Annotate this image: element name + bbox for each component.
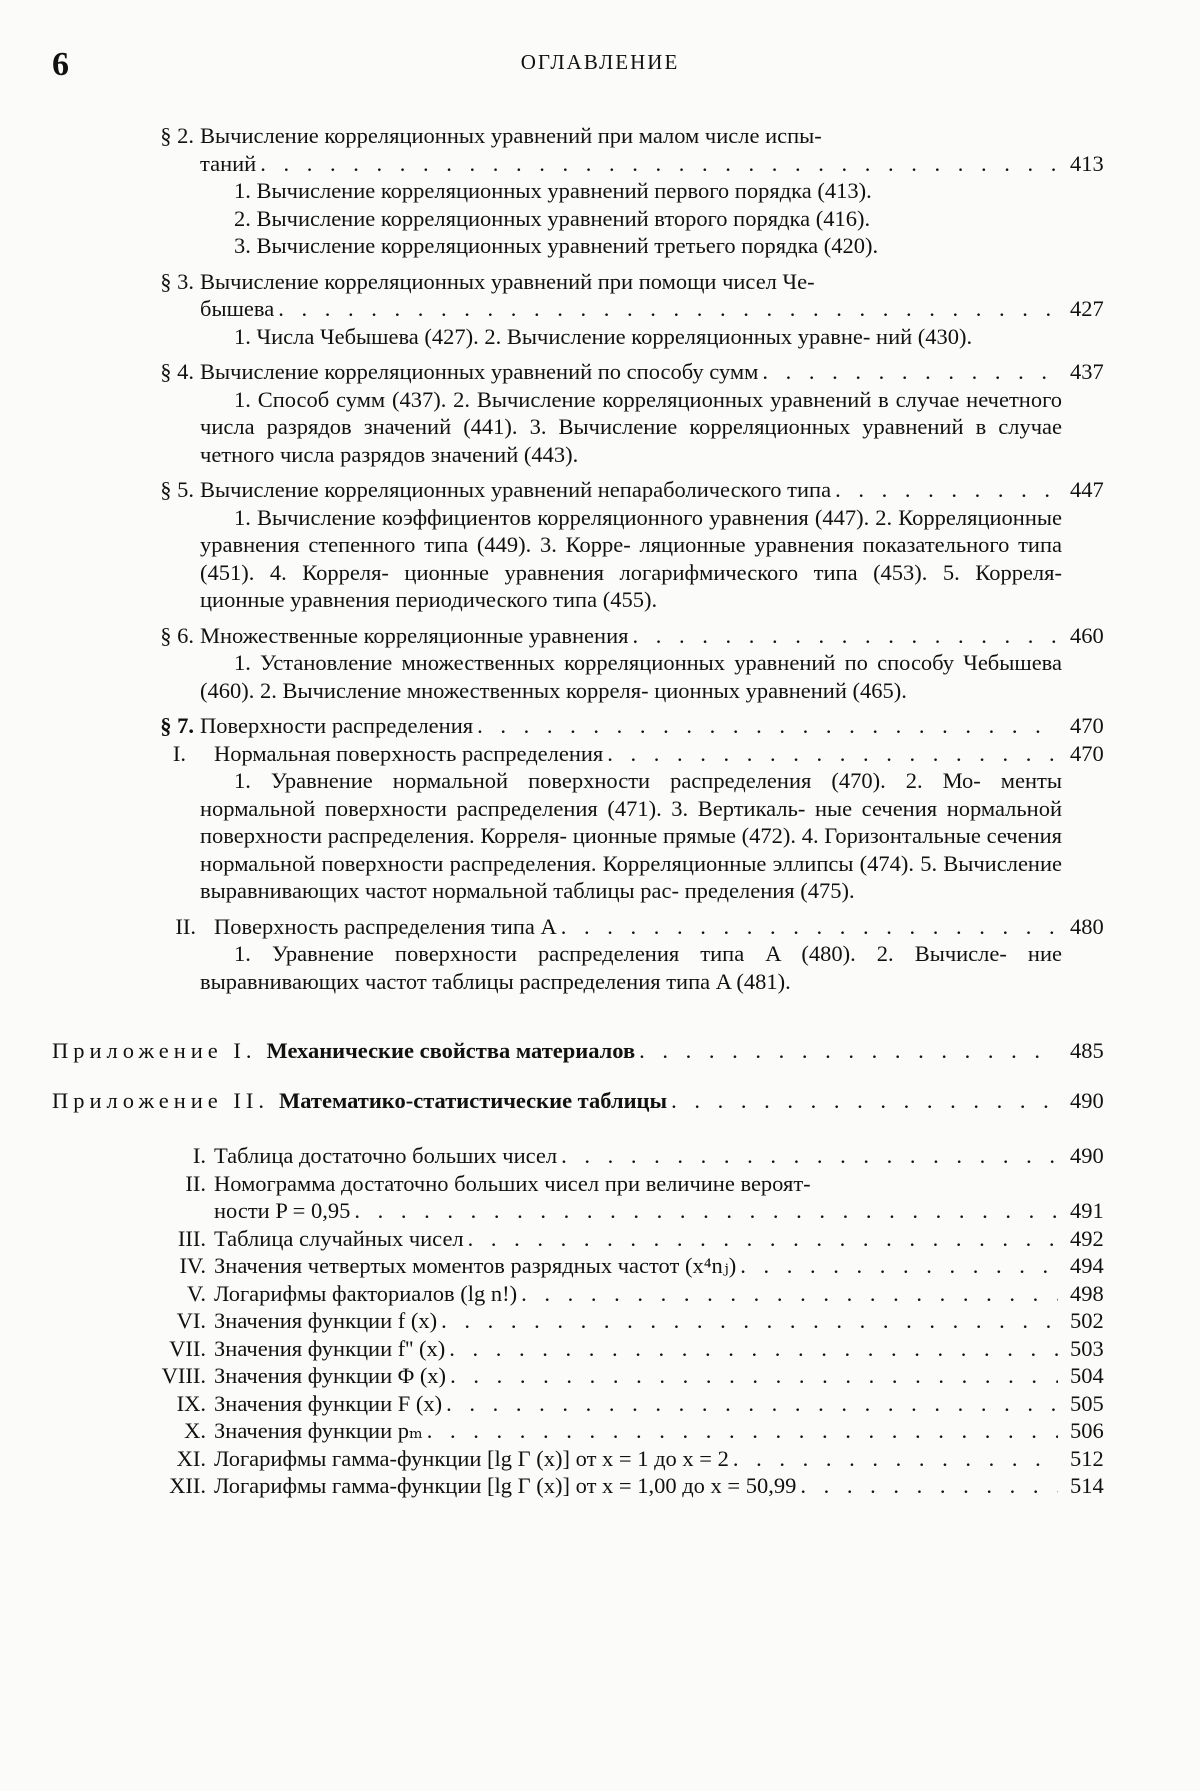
toc-section	[0, 622, 1200, 650]
leader-dots	[740, 1252, 1058, 1280]
section-number: § 3.	[160, 268, 194, 294]
subtopic-text: 1. Числа Чебышева (427). 2. Вычисление корреляционных уравне- ний (430).	[234, 323, 973, 349]
page-ref: 514	[1070, 1473, 1104, 1498]
table-title-line	[214, 1197, 1104, 1225]
leader-dots	[477, 712, 1058, 740]
table-title	[214, 1170, 1104, 1225]
section-title-line	[200, 295, 1104, 323]
table-title-line	[214, 1335, 1104, 1363]
appendix-entry	[0, 1087, 1200, 1115]
page-number: 6	[52, 46, 69, 83]
table-title-line	[214, 1225, 1104, 1253]
section-subtopics	[200, 504, 1062, 614]
table-entry	[0, 1225, 1200, 1253]
page-ref: 490	[1070, 1087, 1104, 1113]
leader-dots	[762, 358, 1058, 386]
section-title-line: Вычисление корреляционных уравнений при малом числе испы-	[200, 123, 822, 148]
table-number: VIII.	[161, 1363, 206, 1388]
appendix-label: Приложение II.	[52, 1087, 269, 1113]
section-subtopics	[200, 323, 1062, 351]
page-ref: 470	[1070, 740, 1104, 766]
section-title-text: бышева	[200, 296, 275, 321]
table-entry	[0, 1390, 1200, 1418]
page-ref: 506	[1070, 1418, 1104, 1443]
table-title-line	[214, 1390, 1104, 1418]
part-title-line	[214, 740, 1104, 768]
section-title-text: Множественные корреляционные уравнения	[200, 622, 629, 648]
appendix-line	[52, 1087, 1104, 1115]
leader-dots	[561, 1142, 1058, 1170]
appendix-line	[52, 1037, 1104, 1065]
leader-dots	[671, 1087, 1058, 1115]
toc-part	[0, 740, 1200, 768]
leader-dots	[468, 1225, 1058, 1253]
part-title-line	[214, 913, 1104, 941]
table-title	[214, 1390, 1104, 1418]
page-ref: 413	[1070, 150, 1104, 176]
leader-dots	[607, 740, 1058, 768]
part-subtopics	[200, 940, 1062, 995]
table-title-text: Таблица случайных чисел	[214, 1225, 464, 1251]
table-title-text: Значения функции f (x)	[214, 1308, 438, 1333]
page-ref: 505	[1070, 1390, 1104, 1416]
table-title-line	[214, 1362, 1104, 1390]
toc-section	[0, 358, 1200, 386]
section-title-text: Вычисление корреляционных уравнений непараболического типа	[200, 477, 832, 502]
subtopic-text: 1. Установление множественных корреляционных уравнений по способу Чебышева (460). 2. Вычисление множественных корреля- ционных уравнений (465).	[200, 650, 1062, 703]
table-number: XII.	[169, 1473, 206, 1498]
leader-dots	[449, 1335, 1058, 1363]
table-number: IX.	[176, 1390, 206, 1416]
table-title-line	[214, 1445, 1104, 1473]
table-entry	[0, 1472, 1200, 1500]
toc-section	[0, 476, 1200, 504]
table-number: VI.	[176, 1308, 206, 1333]
subtopic-line: 3. Вычисление корреляционных уравнений третьего порядка (420).	[234, 233, 879, 258]
section-number: § 6.	[160, 622, 194, 648]
table-number: IV.	[179, 1253, 206, 1278]
page-ref: 503	[1070, 1335, 1104, 1361]
leader-dots	[450, 1362, 1058, 1390]
table-number: III.	[177, 1225, 206, 1251]
part-subtopics	[200, 767, 1062, 905]
subtopic-line: 1. Вычисление корреляционных уравнений первого порядка (413).	[234, 178, 872, 203]
page-ref: 498	[1070, 1280, 1104, 1306]
section-title	[200, 622, 1104, 650]
page-ref: 447	[1070, 477, 1104, 502]
table-title	[214, 1445, 1104, 1473]
leader-dots	[835, 476, 1058, 504]
table-title	[214, 1335, 1104, 1363]
leader-dots	[800, 1472, 1058, 1500]
subtopic-text: 1. Уравнение нормальной поверхности распределения (470). 2. Мо- менты нормальной поверхности распределения (471). 3. Вертикаль- ные сечения нормальной поверхности распределения. Корреля- ционные прямые (472). 4. Горизонтальные сечения нормальной поверхности распределения. Корреляционные эллипсы (474). 5. Вычисление выравнивающих частот нормальной таблицы рас- пределения (475).	[200, 768, 1062, 903]
page-ref: 490	[1070, 1143, 1104, 1168]
table-number: VII.	[169, 1335, 206, 1361]
part-number: II.	[175, 913, 196, 939]
page-ref: 427	[1070, 296, 1104, 321]
section-title-line	[200, 622, 1104, 650]
section-title-line	[200, 476, 1104, 504]
page-ref: 480	[1070, 913, 1104, 939]
toc-section	[0, 122, 1200, 177]
table-title-text: Значения функции Φ (x)	[214, 1363, 447, 1388]
part-title	[214, 913, 1104, 941]
leader-dots	[632, 622, 1058, 650]
leader-dots	[427, 1417, 1058, 1445]
table-title-line	[214, 1142, 1104, 1170]
table-title-text: Значения функции pₘ	[214, 1418, 423, 1443]
table-title-line	[214, 1417, 1104, 1445]
table-number: I.	[192, 1143, 206, 1168]
table-entry	[0, 1170, 1200, 1225]
page-ref: 512	[1070, 1445, 1104, 1471]
part-title-text: Нормальная поверхность распределения	[214, 740, 604, 766]
toc-part	[0, 913, 1200, 941]
table-title	[214, 1307, 1104, 1335]
section-title-line: Вычисление корреляционных уравнений при помощи чисел Че-	[200, 268, 815, 294]
table-title-text: Таблица достаточно больших чисел	[214, 1143, 558, 1168]
table-title-text: Логарифмы факториалов (lg n!)	[214, 1280, 518, 1306]
page-ref: 485	[1070, 1038, 1104, 1063]
page-ref: 460	[1070, 622, 1104, 648]
table-of-contents	[0, 122, 1200, 1500]
section-title	[200, 268, 1104, 323]
leader-dots	[441, 1307, 1058, 1335]
table-title-text: ности P = 0,95	[214, 1198, 351, 1223]
page-ref: 504	[1070, 1363, 1104, 1388]
section-title-line	[200, 150, 1104, 178]
table-title-line: Номограмма достаточно больших чисел при величине вероят-	[214, 1170, 811, 1196]
section-title	[200, 122, 1104, 177]
table-title-line	[214, 1472, 1104, 1500]
appendix-title: Математико-статистические таблицы	[279, 1087, 668, 1113]
table-title	[214, 1142, 1104, 1170]
table-title	[214, 1417, 1104, 1445]
page-ref: 492	[1070, 1225, 1104, 1251]
section-subtopics	[200, 386, 1062, 469]
section-number: § 5.	[160, 477, 194, 502]
page-ref: 502	[1070, 1308, 1104, 1333]
table-entry	[0, 1445, 1200, 1473]
table-title-text: Значения четвертых моментов разрядных частот (x⁴nⱼ)	[214, 1253, 737, 1278]
page-ref: 437	[1070, 359, 1104, 384]
table-title-text: Логарифмы гамма-функции [lg Γ (x)] от x = 1 до x = 2	[214, 1445, 729, 1471]
subtopic-text: 1. Вычисление коэффициентов корреляционного уравнения (447). 2. Корреляционные уравнения степенного типа (449). 3. Корре- ляционные уравнения показательного типа (451). 4. Корреля- ционные уравнения логарифмического типа (453). 5. Корреля- ционные уравнения периодического типа (455).	[200, 504, 1062, 612]
table-title	[214, 1225, 1104, 1253]
running-header: ОГЛАВЛЕНИЕ	[520, 50, 680, 74]
toc-section	[0, 268, 1200, 323]
table-title-text: Значения функции F (x)	[214, 1390, 443, 1416]
section-number: § 7.	[160, 713, 194, 738]
toc-section	[0, 712, 1200, 740]
table-entry	[0, 1280, 1200, 1308]
section-title-text: Поверхности распределения	[200, 713, 474, 738]
leader-dots	[561, 913, 1058, 941]
section-subtopics	[200, 649, 1062, 704]
table-number: XI.	[176, 1445, 206, 1471]
table-title-line	[214, 1280, 1104, 1308]
section-title	[200, 476, 1104, 504]
section-title	[200, 358, 1104, 386]
part-title-text: Поверхность распределения типа A	[214, 913, 557, 939]
subtopic-text: 1. Способ сумм (437). 2. Вычисление корреляционных уравнений в случае нечетного числа разрядов значений (441). 3. Вычисление корреляционных уравнений в случае четного числа разрядов значений (443).	[200, 386, 1062, 467]
leader-dots	[639, 1037, 1058, 1065]
table-entry	[0, 1142, 1200, 1170]
table-title	[214, 1472, 1104, 1500]
table-title	[214, 1280, 1104, 1308]
table-title	[214, 1362, 1104, 1390]
table-number: II.	[185, 1170, 206, 1196]
table-title-line	[214, 1307, 1104, 1335]
leader-dots	[446, 1390, 1058, 1418]
section-number: § 4.	[160, 359, 194, 384]
table-entry	[0, 1417, 1200, 1445]
leader-dots	[260, 150, 1058, 178]
leader-dots	[733, 1445, 1058, 1473]
table-title-line	[214, 1252, 1104, 1280]
appendix-label: Приложение I.	[52, 1038, 257, 1063]
section-number: § 2.	[160, 123, 194, 148]
table-entry	[0, 1362, 1200, 1390]
page-ref: 470	[1070, 713, 1104, 738]
table-title-text: Логарифмы гамма-функции [lg Γ (x)] от x = 1,00 до x = 50,99	[214, 1473, 797, 1498]
section-title-line	[200, 358, 1104, 386]
table-number: X.	[184, 1418, 206, 1443]
table-entry	[0, 1252, 1200, 1280]
table-number: V.	[187, 1280, 206, 1306]
subtopic-text: 1. Уравнение поверхности распределения типа A (480). 2. Вычисле- ние выравнивающих частот таблицы распределения типа A (481).	[200, 941, 1062, 994]
appendix-entry	[0, 1037, 1200, 1065]
section-subtopics	[200, 177, 1062, 260]
table-title-text: Значения функции f'' (x)	[214, 1335, 446, 1361]
leader-dots	[354, 1197, 1058, 1225]
table-title	[214, 1252, 1104, 1280]
part-number: I.	[172, 740, 186, 766]
part-title	[214, 740, 1104, 768]
section-title-text: таний	[200, 150, 257, 176]
section-title	[200, 712, 1104, 740]
leader-dots	[278, 295, 1058, 323]
leader-dots	[521, 1280, 1058, 1308]
table-entry	[0, 1307, 1200, 1335]
section-title-line	[200, 712, 1104, 740]
table-entry	[0, 1335, 1200, 1363]
subtopic-line: 2. Вычисление корреляционных уравнений второго порядка (416).	[234, 205, 871, 231]
appendix-title: Механические свойства материалов	[266, 1038, 636, 1063]
section-title-text: Вычисление корреляционных уравнений по способу сумм	[200, 359, 759, 384]
page-ref: 491	[1070, 1198, 1104, 1223]
page-ref: 494	[1070, 1253, 1104, 1278]
